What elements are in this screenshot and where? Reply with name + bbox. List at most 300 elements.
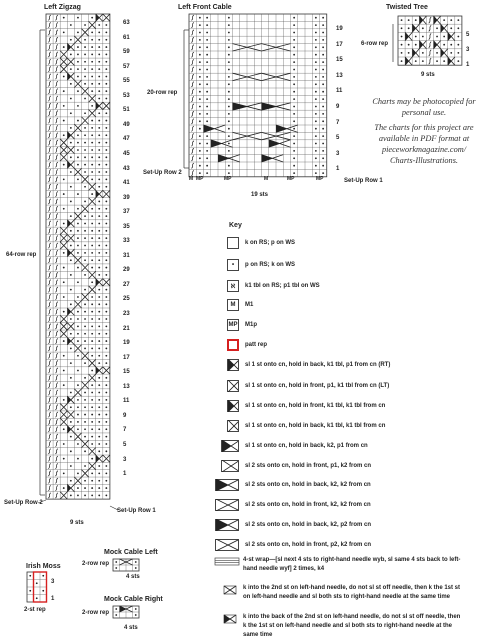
left-front-cable-purl-dot bbox=[315, 113, 317, 115]
left-zigzag-purl-dot bbox=[98, 31, 100, 33]
left-zigzag-purl-dot bbox=[77, 495, 79, 497]
left-zigzag-purl-dot bbox=[105, 208, 107, 210]
left-front-cable-setup-left: Set-Up Row 2 bbox=[143, 170, 182, 176]
left-zigzag-purl-dot bbox=[84, 223, 86, 225]
left-front-cable-purl-dot bbox=[293, 83, 295, 85]
left-zigzag-purl-dot bbox=[77, 237, 79, 239]
left-zigzag-purl-dot bbox=[77, 46, 79, 48]
left-zigzag-row-number: 47 bbox=[123, 136, 130, 143]
left-front-cable-purl-dot bbox=[322, 76, 324, 78]
left-zigzag-purl-dot bbox=[105, 318, 107, 320]
cable-key-icon bbox=[228, 420, 238, 432]
left-zigzag-purl-dot bbox=[70, 54, 72, 56]
left-zigzag-purl-dot bbox=[77, 120, 79, 122]
left-zigzag-purl-dot bbox=[98, 465, 100, 467]
left-zigzag-row-number: 1 bbox=[123, 471, 127, 478]
left-zigzag-purl-dot bbox=[91, 458, 93, 460]
key-text: sl 2 sts onto cn, hold in front, p1, k2 from cn bbox=[245, 463, 372, 469]
left-zigzag-purl-dot bbox=[77, 245, 79, 247]
twisted-tree-purl-dot bbox=[450, 44, 452, 46]
key-title: Key bbox=[229, 222, 242, 229]
left-front-cable-purl-dot bbox=[206, 17, 208, 19]
left-zigzag-row-number: 63 bbox=[123, 20, 130, 26]
left-front-cable-purl-dot bbox=[206, 98, 208, 100]
left-zigzag-purl-dot bbox=[105, 274, 107, 276]
irish-moss-purl-dot bbox=[29, 575, 31, 577]
left-zigzag-purl-dot bbox=[98, 245, 100, 247]
left-front-cable-purl-dot bbox=[293, 61, 295, 63]
key-text: sl 1 st onto cn, hold in back, k2, p1 from cn bbox=[245, 443, 368, 449]
left-zigzag-purl-dot bbox=[63, 223, 65, 225]
left-zigzag-purl-dot bbox=[84, 348, 86, 350]
key-symbol bbox=[227, 380, 239, 392]
left-zigzag-purl-dot bbox=[77, 318, 79, 320]
left-zigzag-purl-dot bbox=[98, 149, 100, 151]
left-zigzag-row-number: 59 bbox=[123, 49, 130, 56]
left-zigzag-row-number: 35 bbox=[123, 223, 130, 230]
left-front-cable-mark: M bbox=[264, 176, 269, 182]
left-zigzag-purl-dot bbox=[63, 399, 65, 401]
left-zigzag-row-number: 29 bbox=[123, 267, 130, 274]
left-zigzag-purl-dot bbox=[98, 252, 100, 254]
left-zigzag-purl-dot bbox=[63, 355, 65, 357]
left-zigzag-purl-dot bbox=[84, 201, 86, 203]
left-front-cable-purl-dot bbox=[293, 39, 295, 41]
left-zigzag-purl-dot bbox=[105, 156, 107, 158]
left-zigzag-purl-dot bbox=[84, 54, 86, 56]
left-zigzag-purl-dot bbox=[98, 311, 100, 313]
left-front-cable-purl-dot bbox=[315, 24, 317, 26]
left-zigzag-purl-dot bbox=[70, 186, 72, 188]
left-zigzag-sts: 9 sts bbox=[70, 520, 84, 526]
left-zigzag-purl-dot bbox=[91, 436, 93, 438]
left-zigzag-purl-dot bbox=[77, 61, 79, 63]
twisted-tree-title: Twisted Tree bbox=[386, 4, 428, 11]
left-front-cable-purl-dot bbox=[293, 17, 295, 19]
left-zigzag-purl-dot bbox=[84, 164, 86, 166]
left-zigzag-purl-dot bbox=[77, 178, 79, 180]
left-zigzag-purl-dot bbox=[98, 61, 100, 63]
left-zigzag-purl-dot bbox=[63, 31, 65, 33]
left-zigzag-purl-dot bbox=[91, 178, 93, 180]
left-zigzag-purl-dot bbox=[98, 392, 100, 394]
left-zigzag-purl-dot bbox=[91, 311, 93, 313]
left-zigzag-purl-dot bbox=[98, 223, 100, 225]
left-zigzag-purl-dot bbox=[77, 458, 79, 460]
left-zigzag-setup-right: Set-Up Row 1 bbox=[117, 508, 156, 514]
left-zigzag-purl-dot bbox=[84, 171, 86, 173]
left-zigzag-purl-dot bbox=[77, 105, 79, 107]
left-zigzag-purl-dot bbox=[63, 428, 65, 430]
left-zigzag-purl-dot bbox=[84, 421, 86, 423]
left-front-cable-row-number: 17 bbox=[336, 41, 343, 48]
left-front-cable-purl-dot bbox=[199, 17, 201, 19]
left-front-cable-purl-dot bbox=[293, 106, 295, 108]
left-front-cable-purl-dot bbox=[322, 24, 324, 26]
left-front-cable-purl-dot bbox=[315, 91, 317, 93]
left-front-cable-purl-dot bbox=[199, 54, 201, 56]
left-zigzag-purl-dot bbox=[98, 120, 100, 122]
key-symbol bbox=[227, 237, 239, 249]
mock-cable-right-purl-dot bbox=[115, 614, 117, 616]
left-zigzag-purl-dot bbox=[105, 149, 107, 151]
left-zigzag-title: Left Zigzag bbox=[44, 4, 81, 11]
key-symbol: MP bbox=[227, 319, 239, 331]
left-zigzag-purl-dot bbox=[63, 311, 65, 313]
left-zigzag-purl-dot bbox=[70, 201, 72, 203]
left-front-cable-purl-dot bbox=[293, 143, 295, 145]
twisted-tree-purl-dot bbox=[443, 19, 445, 21]
left-front-cable-purl-dot bbox=[228, 98, 230, 100]
left-zigzag-purl-dot bbox=[77, 68, 79, 70]
left-front-cable-purl-dot bbox=[199, 165, 201, 167]
twisted-tree-purl-dot bbox=[401, 60, 403, 62]
left-zigzag-purl-dot bbox=[77, 421, 79, 423]
left-front-cable-purl-dot bbox=[322, 69, 324, 71]
left-front-cable-purl-dot bbox=[206, 106, 208, 108]
left-zigzag-purl-dot bbox=[91, 296, 93, 298]
left-zigzag-purl-dot bbox=[105, 76, 107, 78]
left-front-cable-purl-dot bbox=[293, 157, 295, 159]
left-zigzag-purl-dot bbox=[77, 311, 79, 313]
twisted-tree-purl-dot bbox=[422, 27, 424, 29]
left-zigzag-purl-dot bbox=[105, 259, 107, 261]
left-front-cable-purl-dot bbox=[206, 32, 208, 34]
left-zigzag-purl-dot bbox=[63, 208, 65, 210]
left-zigzag-purl-dot bbox=[105, 90, 107, 92]
key-item bbox=[227, 439, 368, 453]
left-zigzag-purl-dot bbox=[105, 61, 107, 63]
left-zigzag-purl-dot bbox=[91, 83, 93, 85]
left-zigzag-purl-dot bbox=[98, 230, 100, 232]
left-front-cable-purl-dot bbox=[199, 120, 201, 122]
left-zigzag-purl-dot bbox=[98, 406, 100, 408]
left-front-cable-purl-dot bbox=[228, 76, 230, 78]
left-zigzag-purl-dot bbox=[98, 127, 100, 129]
left-zigzag-purl-dot bbox=[91, 348, 93, 350]
left-zigzag-purl-dot bbox=[105, 31, 107, 33]
left-front-cable-mark: MP bbox=[287, 176, 295, 182]
left-zigzag-purl-dot bbox=[91, 495, 93, 497]
left-zigzag-purl-dot bbox=[91, 281, 93, 283]
left-zigzag-purl-dot bbox=[91, 90, 93, 92]
left-zigzag-row-number: 13 bbox=[123, 383, 130, 390]
left-front-cable-row-number: 19 bbox=[336, 26, 343, 32]
left-zigzag-purl-dot bbox=[98, 384, 100, 386]
left-zigzag-purl-dot bbox=[84, 83, 86, 85]
left-front-cable-setup-right: Set-Up Row 1 bbox=[344, 178, 383, 184]
left-zigzag-purl-dot bbox=[84, 274, 86, 276]
left-front-cable-purl-dot bbox=[315, 150, 317, 152]
left-zigzag-purl-dot bbox=[70, 362, 72, 364]
key-symbol bbox=[227, 359, 239, 371]
left-zigzag-purl-dot bbox=[91, 46, 93, 48]
left-zigzag-purl-dot bbox=[70, 142, 72, 144]
left-zigzag-purl-dot bbox=[77, 472, 79, 474]
left-zigzag-row-number: 41 bbox=[123, 180, 130, 187]
left-front-cable-purl-dot bbox=[228, 39, 230, 41]
left-zigzag-purl-dot bbox=[70, 495, 72, 497]
left-front-cable-purl-dot bbox=[206, 91, 208, 93]
twisted-tree-purl-dot bbox=[443, 36, 445, 38]
left-zigzag-purl-dot bbox=[84, 303, 86, 305]
left-zigzag-purl-dot bbox=[105, 178, 107, 180]
left-front-cable-purl-dot bbox=[315, 98, 317, 100]
left-front-cable-purl-dot bbox=[228, 143, 230, 145]
left-front-cable-purl-dot bbox=[206, 150, 208, 152]
left-zigzag-purl-dot bbox=[84, 252, 86, 254]
left-front-cable-purl-dot bbox=[199, 106, 201, 108]
left-zigzag-purl-dot bbox=[98, 164, 100, 166]
left-zigzag-row-number: 25 bbox=[123, 296, 130, 303]
twisted-tree-purl-dot bbox=[401, 36, 403, 38]
left-zigzag-row-number: 39 bbox=[123, 194, 130, 201]
left-front-cable-purl-dot bbox=[206, 172, 208, 174]
left-zigzag-purl-dot bbox=[98, 54, 100, 56]
key-symbol bbox=[215, 499, 239, 511]
left-zigzag-purl-dot bbox=[91, 421, 93, 423]
left-zigzag-purl-dot bbox=[105, 39, 107, 41]
left-zigzag-purl-dot bbox=[98, 68, 100, 70]
left-zigzag-row-number: 27 bbox=[123, 281, 130, 288]
irish-moss-purl-dot bbox=[36, 597, 38, 599]
left-front-cable-purl-dot bbox=[322, 46, 324, 48]
left-front-cable-mark: MP bbox=[224, 176, 232, 182]
left-front-cable-purl-dot bbox=[293, 24, 295, 26]
left-front-cable-purl-dot bbox=[199, 46, 201, 48]
left-zigzag-purl-dot bbox=[70, 230, 72, 232]
left-zigzag-purl-dot bbox=[105, 325, 107, 327]
twisted-tree-purl-dot bbox=[422, 52, 424, 54]
twisted-tree-purl-dot bbox=[457, 60, 459, 62]
left-zigzag-purl-dot bbox=[105, 399, 107, 401]
left-front-cable-purl-dot bbox=[206, 39, 208, 41]
left-front-cable-purl-dot bbox=[206, 54, 208, 56]
left-front-cable-purl-dot bbox=[206, 165, 208, 167]
left-front-cable-purl-dot bbox=[199, 157, 201, 159]
left-zigzag-purl-dot bbox=[105, 340, 107, 342]
left-zigzag-purl-dot bbox=[91, 428, 93, 430]
mock-cable-left-purl-dot bbox=[135, 567, 137, 569]
left-front-cable-purl-dot bbox=[322, 135, 324, 137]
left-front-cable-purl-dot bbox=[315, 120, 317, 122]
left-front-cable-purl-dot bbox=[293, 91, 295, 93]
cable-key-icon bbox=[216, 499, 238, 511]
left-front-cable-purl-dot bbox=[322, 83, 324, 85]
mock-cable-right-purl-dot bbox=[135, 608, 137, 610]
left-front-cable-purl-dot bbox=[199, 98, 201, 100]
twisted-tree-purl-dot bbox=[450, 27, 452, 29]
left-zigzag-purl-dot bbox=[63, 193, 65, 195]
left-zigzag-purl-dot bbox=[91, 443, 93, 445]
left-zigzag-purl-dot bbox=[70, 83, 72, 85]
left-front-cable-row-number: 3 bbox=[336, 150, 340, 157]
left-zigzag-purl-dot bbox=[63, 296, 65, 298]
left-zigzag-purl-dot bbox=[91, 355, 93, 357]
left-front-cable-purl-dot bbox=[228, 128, 230, 130]
left-front-cable-purl-dot bbox=[315, 128, 317, 130]
twisted-tree-purl-dot bbox=[422, 36, 424, 38]
key-item bbox=[227, 298, 253, 312]
left-zigzag-purl-dot bbox=[105, 252, 107, 254]
left-zigzag-purl-dot bbox=[70, 421, 72, 423]
irish-moss-rep-label: 2-st rep bbox=[24, 607, 46, 613]
left-front-cable-purl-dot bbox=[315, 61, 317, 63]
left-zigzag-purl-dot bbox=[98, 348, 100, 350]
cable-key-icon bbox=[228, 380, 238, 392]
left-zigzag-purl-dot bbox=[77, 443, 79, 445]
key-multi-text: k into the back of the 2nd st on left-hand needle, do not sl st off needle, then k the 1st st on left-hand needle and sl both sts to right-hand needle at the same time bbox=[243, 614, 461, 638]
left-zigzag-row-number: 57 bbox=[123, 63, 130, 70]
left-zigzag-purl-dot bbox=[91, 325, 93, 327]
left-zigzag-purl-dot bbox=[91, 399, 93, 401]
irish-moss-purl-dot bbox=[36, 582, 38, 584]
left-zigzag-purl-dot bbox=[98, 362, 100, 364]
left-zigzag-purl-dot bbox=[77, 384, 79, 386]
twisted-tree-purl-dot bbox=[443, 44, 445, 46]
left-front-cable-purl-dot bbox=[228, 150, 230, 152]
left-zigzag-row-number: 11 bbox=[123, 398, 130, 405]
left-front-cable-rep-label: 20-row rep bbox=[147, 90, 178, 96]
key-text: k on RS; p on WS bbox=[245, 240, 295, 246]
left-zigzag-purl-dot bbox=[84, 127, 86, 129]
left-front-cable-purl-dot bbox=[322, 150, 324, 152]
left-front-cable-mark: MP bbox=[196, 176, 204, 182]
key-item bbox=[227, 538, 371, 552]
left-front-cable-purl-dot bbox=[322, 32, 324, 34]
left-zigzag-purl-dot bbox=[63, 164, 65, 166]
left-zigzag-purl-dot bbox=[105, 296, 107, 298]
left-zigzag-purl-dot bbox=[77, 76, 79, 78]
left-zigzag-purl-dot bbox=[105, 450, 107, 452]
left-zigzag-purl-dot bbox=[98, 215, 100, 217]
left-front-cable-purl-dot bbox=[206, 157, 208, 159]
left-zigzag-purl-dot bbox=[98, 318, 100, 320]
left-zigzag-purl-dot bbox=[84, 149, 86, 151]
left-zigzag-purl-dot bbox=[91, 54, 93, 56]
left-zigzag-purl-dot bbox=[98, 46, 100, 48]
key-multi-text: 4-st wrap—[sl next 4 sts to right-hand needle wyb, sl same 4 sts back to left-hand needle wyf] 2 times, k4 bbox=[243, 557, 461, 572]
key-item bbox=[227, 236, 295, 250]
left-zigzag-purl-dot bbox=[63, 487, 65, 489]
key-item bbox=[227, 399, 385, 413]
left-zigzag-purl-dot bbox=[77, 487, 79, 489]
twisted-tree-purl-dot bbox=[401, 44, 403, 46]
left-zigzag-purl-dot bbox=[77, 230, 79, 232]
left-zigzag-purl-dot bbox=[98, 340, 100, 342]
twisted-tree-purl-dot bbox=[436, 36, 438, 38]
left-front-cable-purl-dot bbox=[322, 128, 324, 130]
left-zigzag-purl-dot bbox=[84, 98, 86, 100]
left-zigzag-purl-dot bbox=[77, 267, 79, 269]
left-zigzag-purl-dot bbox=[98, 480, 100, 482]
left-zigzag-purl-dot bbox=[91, 127, 93, 129]
left-front-cable-purl-dot bbox=[293, 150, 295, 152]
left-zigzag-purl-dot bbox=[105, 392, 107, 394]
key-item bbox=[227, 459, 371, 473]
left-zigzag-purl-dot bbox=[84, 39, 86, 41]
left-zigzag-purl-dot bbox=[98, 325, 100, 327]
left-zigzag-purl-dot bbox=[91, 333, 93, 335]
left-front-cable-purl-dot bbox=[315, 32, 317, 34]
twisted-tree-purl-dot bbox=[408, 44, 410, 46]
left-zigzag-purl-dot bbox=[91, 252, 93, 254]
left-zigzag-purl-dot bbox=[91, 76, 93, 78]
key-item bbox=[227, 379, 389, 393]
left-zigzag-purl-dot bbox=[105, 487, 107, 489]
left-zigzag-purl-dot bbox=[105, 495, 107, 497]
left-zigzag-purl-dot bbox=[70, 171, 72, 173]
twisted-tree-purl-dot bbox=[436, 60, 438, 62]
left-zigzag-purl-dot bbox=[84, 112, 86, 114]
left-front-cable-purl-dot bbox=[228, 24, 230, 26]
left-front-cable-purl-dot bbox=[322, 106, 324, 108]
left-zigzag-purl-dot bbox=[98, 39, 100, 41]
left-zigzag-purl-dot bbox=[98, 487, 100, 489]
left-zigzag-purl-dot bbox=[91, 259, 93, 261]
left-zigzag-purl-dot bbox=[105, 134, 107, 136]
left-zigzag-row-number: 3 bbox=[123, 456, 127, 463]
left-zigzag-row-number: 53 bbox=[123, 92, 130, 99]
irish-moss-purl-dot bbox=[42, 590, 44, 592]
left-zigzag-purl-dot bbox=[91, 392, 93, 394]
mock-cable-right-rep-label: 2-row rep bbox=[82, 610, 110, 616]
left-zigzag-purl-dot bbox=[91, 230, 93, 232]
left-zigzag-purl-dot bbox=[84, 311, 86, 313]
left-zigzag-purl-dot bbox=[105, 303, 107, 305]
left-front-cable-purl-dot bbox=[199, 128, 201, 130]
left-zigzag-purl-dot bbox=[70, 127, 72, 129]
left-zigzag-purl-dot bbox=[84, 61, 86, 63]
twisted-tree-row-number: 3 bbox=[466, 47, 470, 53]
left-zigzag-purl-dot bbox=[84, 186, 86, 188]
key-item bbox=[227, 498, 371, 512]
left-zigzag-purl-dot bbox=[91, 31, 93, 33]
left-zigzag-purl-dot bbox=[84, 76, 86, 78]
key-symbol bbox=[227, 420, 239, 432]
left-zigzag-purl-dot bbox=[91, 193, 93, 195]
left-zigzag-purl-dot bbox=[98, 443, 100, 445]
left-front-cable-purl-dot bbox=[293, 135, 295, 137]
left-front-cable-purl-dot bbox=[293, 32, 295, 34]
left-zigzag-purl-dot bbox=[91, 472, 93, 474]
twisted-tree-row-number: 1 bbox=[466, 62, 470, 68]
left-zigzag-purl-dot bbox=[105, 245, 107, 247]
left-zigzag-purl-dot bbox=[84, 362, 86, 364]
left-zigzag-purl-dot bbox=[77, 54, 79, 56]
irish-moss-title: Irish Moss bbox=[26, 563, 61, 570]
left-zigzag-purl-dot bbox=[105, 186, 107, 188]
left-zigzag-purl-dot bbox=[84, 156, 86, 158]
left-zigzag-purl-dot bbox=[77, 31, 79, 33]
mock-cable-left-rep-label: 2-row rep bbox=[82, 561, 110, 567]
left-zigzag-purl-dot bbox=[77, 428, 79, 430]
left-zigzag-purl-dot bbox=[84, 480, 86, 482]
left-zigzag-purl-dot bbox=[77, 252, 79, 254]
left-zigzag-purl-dot bbox=[105, 120, 107, 122]
left-zigzag-purl-dot bbox=[63, 105, 65, 107]
key-text: sl 2 sts onto cn, hold in back, k2, k2 from cn bbox=[245, 482, 371, 488]
cable-key-icon bbox=[222, 460, 238, 472]
left-front-cable-purl-dot bbox=[199, 76, 201, 78]
left-zigzag-purl-dot bbox=[91, 384, 93, 386]
left-zigzag-purl-dot bbox=[70, 259, 72, 261]
left-front-cable-row-number: 11 bbox=[336, 88, 343, 95]
left-zigzag-purl-dot bbox=[91, 156, 93, 158]
left-zigzag-purl-dot bbox=[98, 208, 100, 210]
left-zigzag-purl-dot bbox=[91, 134, 93, 136]
left-zigzag-purl-dot bbox=[98, 112, 100, 114]
